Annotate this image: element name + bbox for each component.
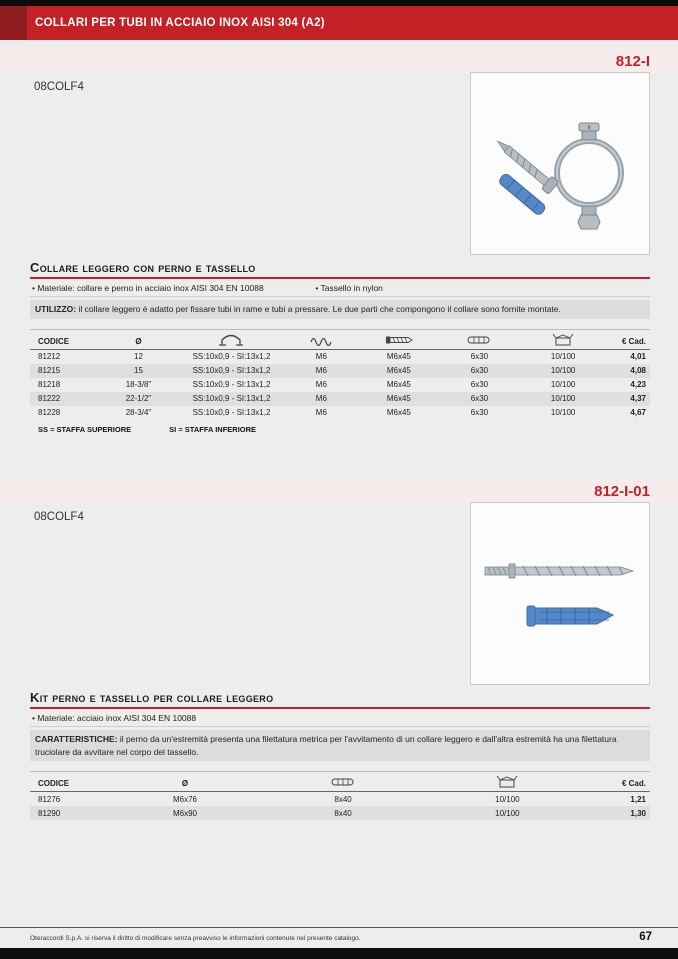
table-cell: 4,23 [630, 380, 646, 390]
header-corner-block [0, 6, 27, 40]
table-row [30, 349, 650, 364]
materials-line [30, 279, 650, 297]
section-title: Kit perno e tassello per collare leggero [30, 690, 650, 709]
table-cell: M6x45 [386, 352, 411, 362]
table-cell: 1,21 [630, 794, 646, 804]
section-kit-perno-tassello [0, 690, 678, 821]
table-cell: 12 [134, 352, 143, 362]
table-cell: 4,01 [630, 352, 646, 362]
footnote-item: SS = STAFFA SUPERIORE [38, 424, 132, 434]
column-header: € Cad. [607, 329, 650, 349]
product-row [0, 504, 678, 690]
table-cell: 4,37 [630, 394, 646, 404]
product-code: 08COLF4 [34, 510, 84, 523]
table-cell: 15 [134, 366, 143, 376]
table-row [30, 792, 650, 807]
column-header: CODICE [30, 329, 98, 349]
table-cell: 10/100 [550, 394, 576, 404]
material-item: • Materiale: acciaio inox AISI 304 EN 10088 [32, 712, 197, 723]
table-cell: M6x45 [386, 408, 411, 418]
table-header-row [30, 772, 650, 792]
table-cell: SS:10x0,9 - SI:13x1,2 [192, 394, 271, 404]
column-header [284, 329, 358, 349]
table-cell: 6x30 [470, 366, 489, 376]
table-cell: M6 [315, 394, 327, 404]
table-cell: 81276 [38, 794, 61, 804]
bottom-black-bar [0, 948, 678, 959]
characteristics-label: CARATTERISTICHE: [35, 733, 118, 744]
column-header: Ø [98, 329, 179, 349]
table-cell: M6 [315, 366, 327, 376]
material-item: • Tassello in nylon [315, 283, 383, 293]
table-cell: 10/100 [550, 408, 576, 418]
table-header-row [30, 329, 650, 349]
table-cell: 4,08 [630, 366, 646, 376]
page-body [0, 40, 678, 948]
thread-icon [309, 337, 333, 346]
table-cell: 6x30 [470, 380, 489, 390]
materials-line [30, 709, 650, 727]
section-title: Collare leggero con perno e tassello [30, 260, 650, 279]
footnote-item: SI = STAFFA INFERIORE [169, 424, 257, 434]
table-cell: M6x45 [386, 366, 411, 376]
table-cell: 10/100 [495, 794, 520, 804]
table-cell: M6 [315, 408, 327, 418]
product-image-stud-kit [471, 503, 649, 684]
column-header [259, 772, 426, 792]
product-code: 08COLF4 [34, 81, 84, 93]
table-cell: SS:10x0,9 - SI:13x1,2 [192, 408, 271, 418]
page-footer [0, 927, 678, 948]
product-row [0, 74, 678, 260]
material-item: • Materiale: collare e perno in acciaio inox AISI 304 EN 10088 [32, 283, 264, 293]
table-cell: 18-3/8" [125, 380, 152, 390]
table-cell: SS:10x0,9 - SI:13x1,2 [192, 352, 271, 362]
table-cell: 10/100 [550, 352, 576, 362]
page-number: 67 [639, 931, 652, 943]
table-row [30, 406, 650, 420]
table-cell: 6x30 [470, 352, 489, 362]
page-header-bar [0, 6, 678, 40]
characteristics-note [30, 730, 650, 762]
table-cell: 81212 [38, 352, 61, 362]
table-row [30, 806, 650, 820]
column-header: Ø [111, 772, 260, 792]
table-cell: 28-3/4" [125, 408, 152, 418]
table-cell: 4,67 [630, 408, 646, 418]
usage-label: UTILIZZO: [35, 304, 77, 314]
screw-icon [385, 337, 413, 346]
table-cell: 6x30 [470, 394, 489, 404]
section-collare-leggero [0, 260, 678, 434]
table-cell: SS:10x0,9 - SI:13x1,2 [192, 366, 271, 376]
packaging-icon [496, 779, 518, 788]
plug-icon [466, 337, 492, 346]
product-photo-frame [470, 72, 650, 255]
packaging-icon [552, 337, 574, 346]
page-title: COLLARI PER TUBI IN ACCIAIO INOX AISI 304 (A2) [35, 17, 325, 29]
table-cell: M6x45 [386, 380, 411, 390]
table-cell: 1,30 [630, 808, 646, 818]
strap-dimensions-icon [218, 337, 244, 346]
product-image-collar [471, 73, 649, 254]
column-header [179, 329, 284, 349]
table-cell: M6x45 [386, 394, 411, 404]
table-cell: 6x30 [470, 408, 489, 418]
table-row [30, 378, 650, 392]
table-cell: 22-1/2" [125, 394, 152, 404]
column-header [520, 329, 607, 349]
column-header: CODICE [30, 772, 111, 792]
product-table [30, 329, 650, 420]
table-cell: SS:10x0,9 - SI:13x1,2 [192, 380, 271, 390]
table-cell: 8x40 [334, 794, 352, 804]
table-row [30, 392, 650, 406]
footer-disclaimer: Oteraccordi S.p.A. si riserva il diritto di modificare senza preavviso le informazioni contenute nel presente catalogo. [30, 935, 361, 942]
column-header [359, 329, 440, 349]
table-cell: 81218 [38, 380, 61, 390]
table-row [30, 364, 650, 378]
table-cell: 81290 [38, 808, 61, 818]
table-cell: 81228 [38, 408, 61, 418]
column-header: € Cad. [588, 772, 650, 792]
product-table [30, 771, 650, 820]
characteristics-text: il perno da un'estremità presenta una filettatura metrica per l'avvitamento di un collare leggero e dall'altra estremità ha una filettatura truciolare da avvitare nel corpo del tassello. [35, 733, 617, 757]
column-header [427, 772, 588, 792]
table-cell: 81215 [38, 366, 61, 376]
plug-icon [330, 779, 356, 788]
table-cell: 8x40 [334, 808, 352, 818]
usage-text: il collare leggero è adatto per fissare tubi in rame e tubi a pressare. Le due parti che compongono il collare sono fornite montate. [78, 304, 561, 314]
column-header [439, 329, 520, 349]
table-cell: M6 [315, 380, 327, 390]
table-cell: 10/100 [495, 808, 520, 818]
table-cell: M6x76 [172, 794, 197, 804]
ref-code-band: 812-I-01 [0, 478, 678, 504]
table-cell: 81222 [38, 394, 61, 404]
table-footnote [30, 425, 650, 434]
usage-note [30, 300, 650, 319]
ref-code-band: 812-I [0, 48, 678, 74]
table-cell: 10/100 [550, 380, 576, 390]
table-cell: 10/100 [550, 366, 576, 376]
table-cell: M6x90 [172, 808, 197, 818]
table-cell: M6 [315, 352, 327, 362]
product-photo-frame [470, 502, 650, 685]
